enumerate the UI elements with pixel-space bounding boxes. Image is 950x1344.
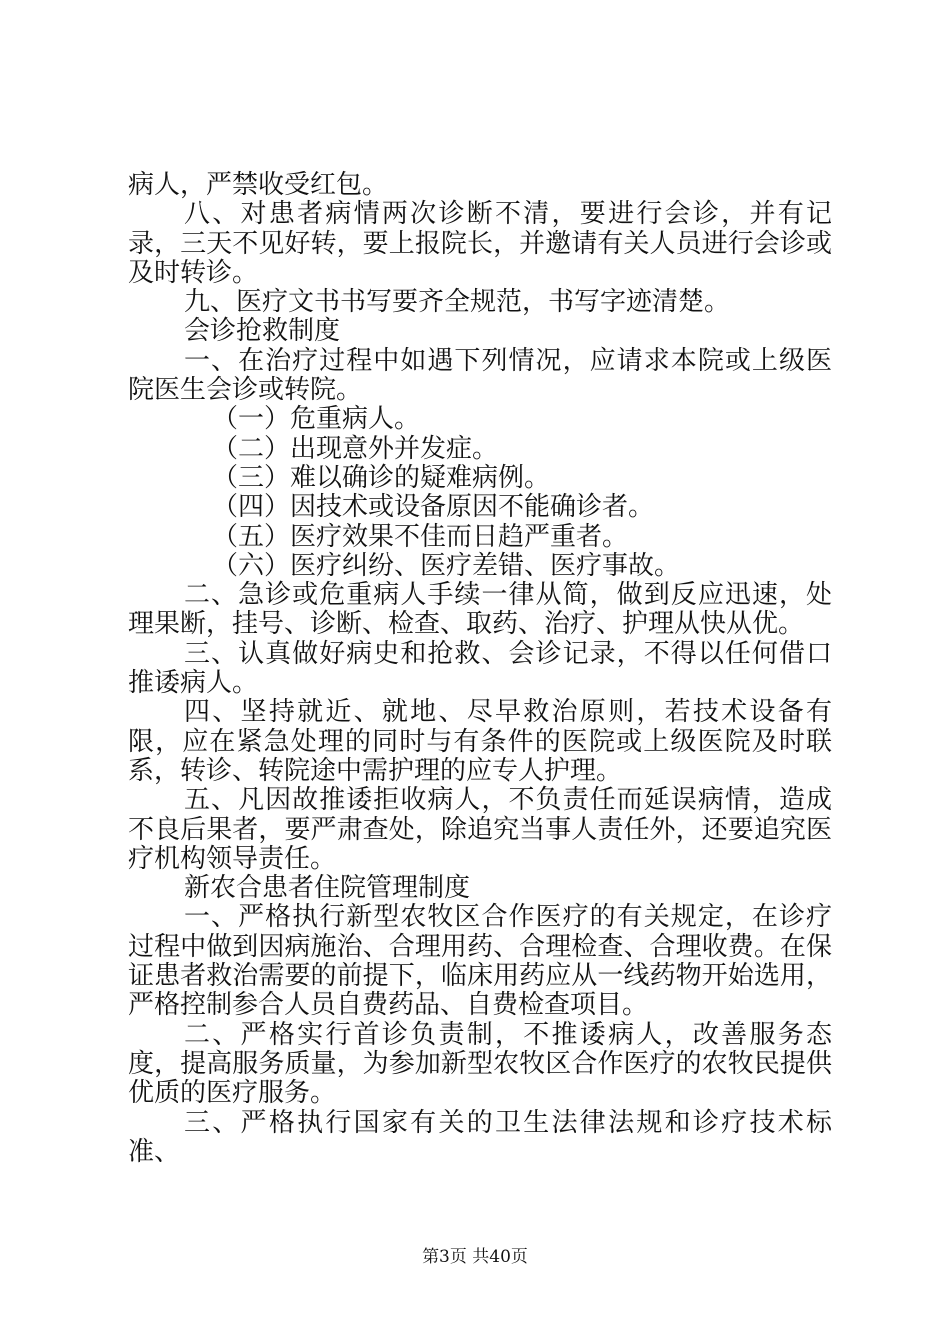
sub-item-6: （六）医疗纠纷、医疗差错、医疗事故。 xyxy=(212,550,681,581)
paragraph-ncms-2: 二、严格实行首诊负责制，不推诿病人，改善服务态度，提高服务质量，为参加新型农牧区合作医疗的农牧民提供优质的医疗服务。 xyxy=(128,1019,832,1109)
sub-item-5: （五）医疗效果不佳而日趋严重者。 xyxy=(212,521,629,552)
section-heading-ncms: 新农合患者住院管理制度 xyxy=(184,873,471,904)
paragraph-consult-5: 五、凡因故推诿拒收病人，不负责任而延误病情，造成不良后果者，要严肃查处，除追究当事人责任外，还要追究医疗机构领导责任。 xyxy=(128,785,832,874)
paragraph-continuation: 病人，严禁收受红包。 xyxy=(128,170,389,200)
section-heading-consultation: 会诊抢救制度 xyxy=(184,316,341,347)
page-number-footer: 第3页 共40页 xyxy=(422,1247,528,1267)
document-body xyxy=(128,171,832,1167)
sub-item-1: （一）危重病人。 xyxy=(212,404,421,435)
sub-item-4: （四）因技术或设备原因不能确诊者。 xyxy=(212,492,655,523)
paragraph-consult-4: 四、坚持就近、就地、尽早救治原则，若技术设备有限，应在紧急处理的同时与有条件的医院或上级医院及时联系，转诊、转院途中需护理的应专人护理。 xyxy=(128,697,832,786)
paragraph-ncms-3: 三、严格执行国家有关的卫生法律法规和诊疗技术标准、 xyxy=(128,1107,832,1167)
sub-item-2: （二）出现意外并发症。 xyxy=(212,433,499,464)
sub-item-3: （三）难以确诊的疑难病例。 xyxy=(212,462,551,493)
paragraph-item-8: 八、对患者病情两次诊断不清，要进行会诊，并有记录，三天不见好转，要上报院长，并邀请有关人员进行会诊或及时转诊。 xyxy=(128,199,832,288)
paragraph-item-9: 九、医疗文书书写要齐全规范，书写字迹清楚。 xyxy=(184,287,731,318)
paragraph-consult-3: 三、认真做好病史和抢救、会诊记录，不得以任何借口推诿病人。 xyxy=(128,638,832,699)
paragraph-consult-2: 二、急诊或危重病人手续一律从简，做到反应迅速，处理果断，挂号、诊断、检查、取药、治疗、护理从快从优。 xyxy=(128,580,832,640)
paragraph-consult-1: 一、在治疗过程中如遇下列情况，应请求本院或上级医院医生会诊或转院。 xyxy=(128,345,832,406)
paragraph-ncms-1: 一、严格执行新型农牧区合作医疗的有关规定，在诊疗过程中做到因病施治、合理用药、合理检查、合理收费。在保证患者救治需要的前提下，临床用药应从一线药物开始选用，严格控制参合人员自费药品、自费检查项目。 xyxy=(128,902,832,1021)
